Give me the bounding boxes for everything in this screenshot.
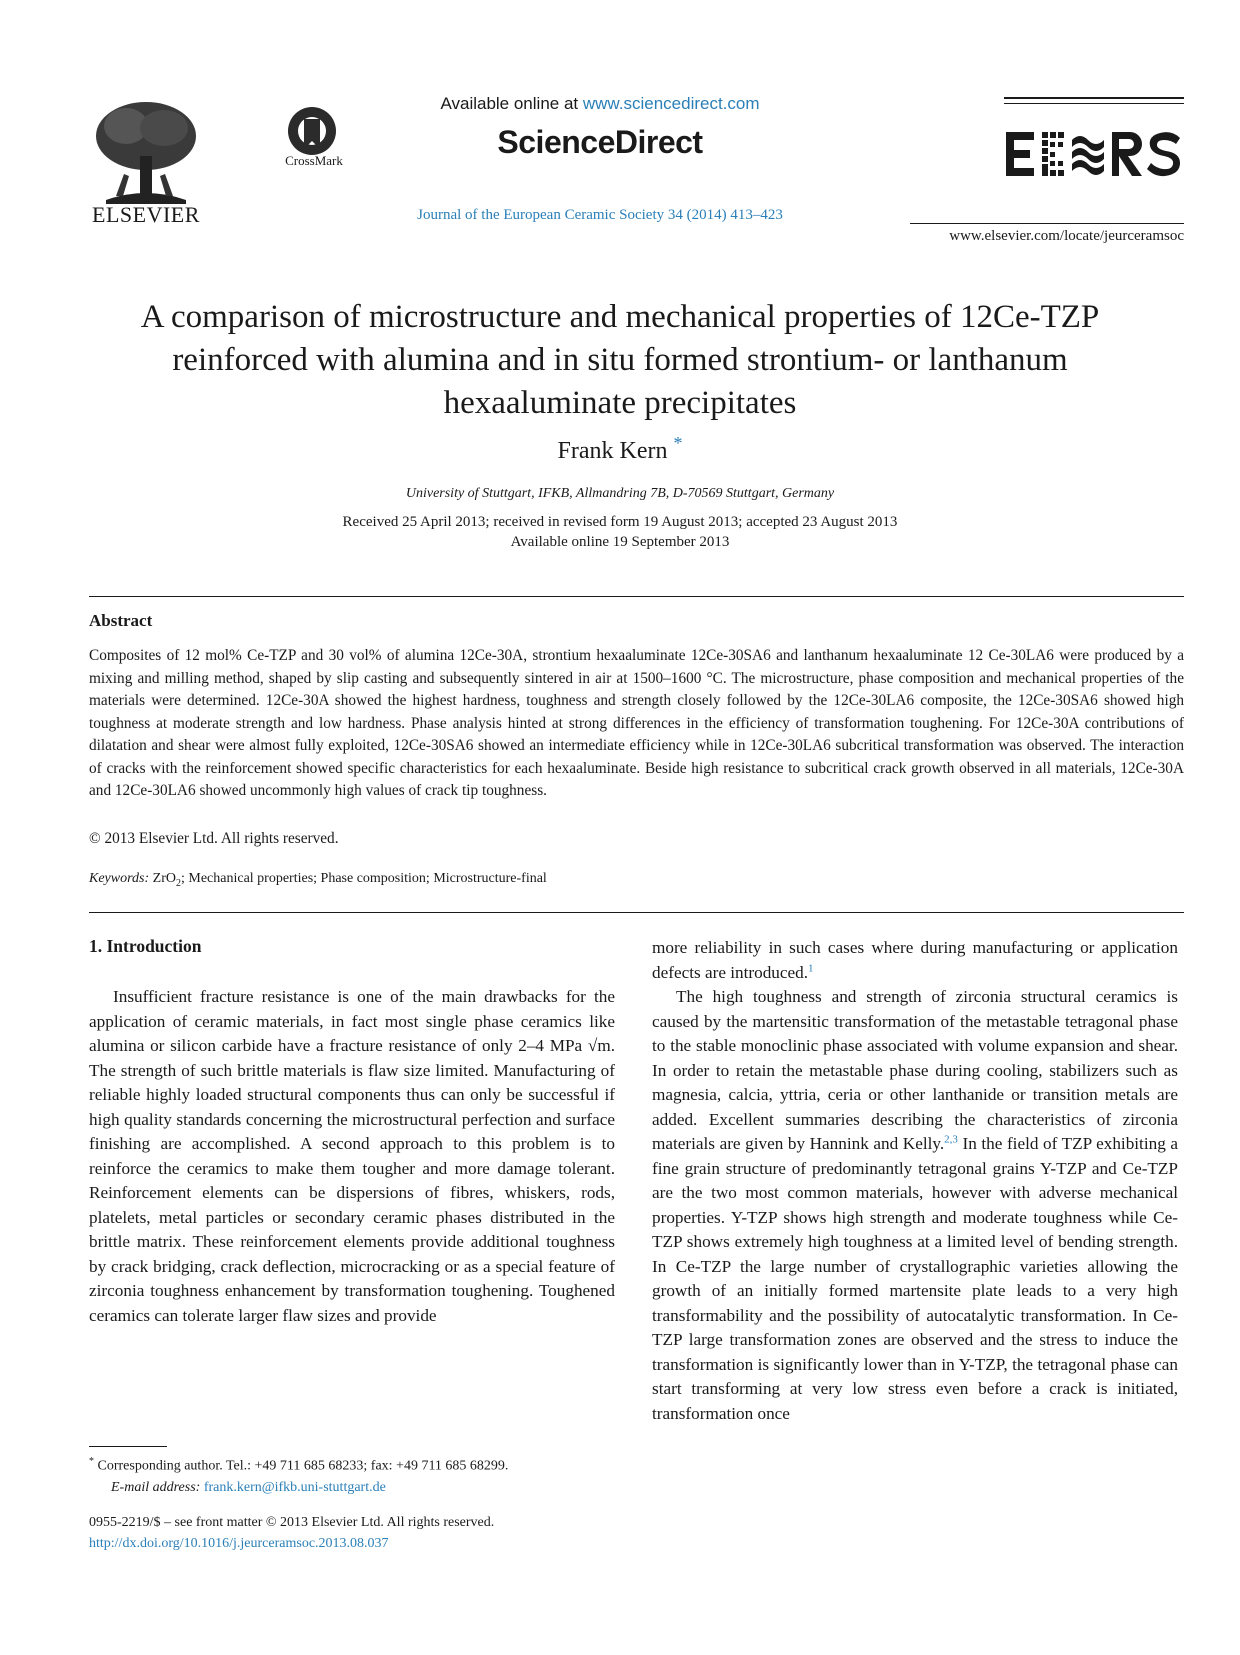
footnote-author-contact [89,1451,629,1477]
received-dates: Received 25 April 2013; received in revised form 19 August 2013; accepted 23 August 2013 [342,514,898,530]
available-online-date: Available online 19 September 2013 [510,534,730,550]
section-divider [89,912,1184,913]
footnote-rule [89,1446,167,1447]
available-online-line [380,94,820,114]
issn-line: 0955-2219/$ – see front matter © 2013 Elsevier Ltd. All rights reserved. [89,1515,495,1530]
keywords [89,871,547,889]
right-column [652,936,1178,1426]
journal-reference-link[interactable]: Journal of the European Ceramic Society 34 (2014) 413–423 [417,207,783,223]
sciencedirect-link[interactable]: www.sciencedirect.com [582,94,760,113]
affiliation: University of Stuttgart, IFKB, Allmandring 7B, D-70569 Stuttgart, Germany [405,486,835,501]
keywords-label: Keywords: [89,871,150,886]
footnote [89,1451,629,1498]
paragraph-text: The high toughness and strength of zirconia structural ceramics is caused by the martensitic transformation of the metastable tetragonal phase to the stable monoclinic phase associated with volume expansion and shear. In order to retain the metastable phase during cooling, stabilizers such as magnesia, calcia, yttria, ceria or other lanthanide or transition metals are added. Excellent summaries describing the characteristics of zirconia materials are given by Hannink and Kelly. [652,987,1178,1153]
title-line: reinforced with alumina and in situ formed strontium- or lanthanum [172,342,1068,378]
section-heading-introduction: 1. Introduction [89,936,202,956]
keyword-zro2 [152,871,181,889]
platform-name: ScienceDirect [497,124,703,160]
sqrt-symbol: √m [587,1036,611,1055]
paragraph-text: In the field of TZP exhibiting a fine grain structure of predominantly tetragonal grains Y-TZP and Ce-TZP are the two most common materials, however with adverse mechanical properties. Y-TZP shows high strength and moderate toughness while Ce-TZP shows extremely high toughness at a limited level of bending strength. In Ce-TZP the large number of crystallographic varieties allowing the growth of an initially formed martensite plate leads to a very high transformability and the possibility of autocatalytic transformation. In Ce-TZP large transformation zones are observed and the stress to induce the transformation is significantly lower than in Y-TZP, the tetragonal phase can start transforming at very low stress even before a crack is initiated, transformation once [652,1134,1178,1423]
paragraph [89,985,615,1328]
email-label: E-mail address: [111,1479,201,1495]
footnote-email [89,1477,629,1498]
keyword-text: ZrO [152,871,176,886]
corresponding-author-mark[interactable]: * [673,433,683,453]
paragraph-text: more reliability in such cases where during manufacturing or application defects are introduced. [652,938,1178,982]
keywords-rest: ; Mechanical properties; Phase composition; Microstructure-final [180,871,547,886]
footnote-text: Corresponding author. Tel.: +49 711 685 68233; fax: +49 711 685 68299. [94,1458,509,1474]
crossmark-label: CrossMark [285,153,343,168]
front-matter [89,1512,689,1554]
author-name: Frank Kern [557,438,668,464]
left-column [89,985,615,1328]
header-rule [1004,103,1184,104]
available-online-prefix: Available online at [440,94,583,113]
header-rule [910,223,1184,224]
doi-link[interactable]: http://dx.doi.org/10.1016/j.jeurceramsoc.2013.08.037 [89,1536,389,1551]
paragraph [652,936,1178,985]
email-link[interactable]: frank.kern@ifkb.uni-stuttgart.de [203,1479,386,1495]
abstract-copyright: © 2013 Elsevier Ltd. All rights reserved. [89,830,339,847]
paragraph-text: Insufficient fracture resistance is one of the main drawbacks for the application of ceramic materials, in fact most single phase ceramics like alumina or silicon carbide have a fracture resistance of only 2–4 MPa [89,987,615,1055]
ecers-logo-icon [1004,128,1184,180]
citation-link[interactable]: 2,3 [944,1133,958,1146]
article-history [200,512,1040,552]
publisher-wordmark: ELSEVIER [92,202,200,227]
citation-link[interactable]: 1 [808,961,814,974]
abstract-body: Composites of 12 mol% Ce-TZP and 30 vol% of alumina 12Ce-30A, strontium hexaaluminate 12Ce-30SA6 and lanthanum hexaaluminate 12 Ce-30LA6 were produced by a mixing and milling method, shaped by slip casting and subsequently sintered in air at 1500–1600 °C. The microstructure, phase composition and mechanical properties of the materials were determined. 12Ce-30A showed the highest hardness, toughness and strength closely followed by the 12Ce-30LA6 composite, the 12Ce-30SA6 showed high toughness at moderate strength and low hardness. Phase analysis hinted at strong differences in the efficiency of transformation toughening. For 12Ce-30A contributions of dilatation and shear were almost fully exploited, 12Ce-30SA6 showed an intermediate efficiency while in 12Ce-30LA6 subcritical transformation was observed. The interaction of cracks with the reinforcement showed specific characteristics for each hexaaluminate. Beside high resistance to subcritical crack growth observed in all materials, 12Ce-30A and 12Ce-30LA6 showed uncommonly high values of crack tip toughness. [89,647,1184,799]
footnote-mark: * [89,1456,94,1467]
paragraph [652,985,1178,1426]
journal-homepage-url[interactable]: www.elsevier.com/locate/jeurceramsoc [949,228,1184,244]
keyword-subscript: 2 [175,877,181,889]
title-line: hexaaluminate precipitates [443,385,797,421]
author-line [300,433,940,465]
title-line: A comparison of microstructure and mechanical properties of 12Ce-TZP [140,299,1100,335]
header-rule [1004,97,1184,99]
paragraph-text: . The strength of such brittle materials is flaw size limited. Manufacturing of reliable highly loaded structural components thus can only be successful if high quality standards concerning the microstructural perfection and surface finishing are accomplished. A second approach to this problem is to reinforce the ceramics to make them tougher and more damage tolerant. Reinforcement elements can be dispersions of fibres, whiskers, rods, platelets, metal particles or secondary ceramic phases distributed in the brittle matrix. These reinforcement elements provide additional toughness by crack bridging, crack deflection, microcracking or as a special feature of zirconia toughness enhancement by transformation toughening. Toughened ceramics can tolerate larger flaw sizes and provide [89,1036,615,1325]
paper-title [100,296,1140,425]
abstract-heading: Abstract [89,611,153,630]
section-divider [89,596,1184,597]
